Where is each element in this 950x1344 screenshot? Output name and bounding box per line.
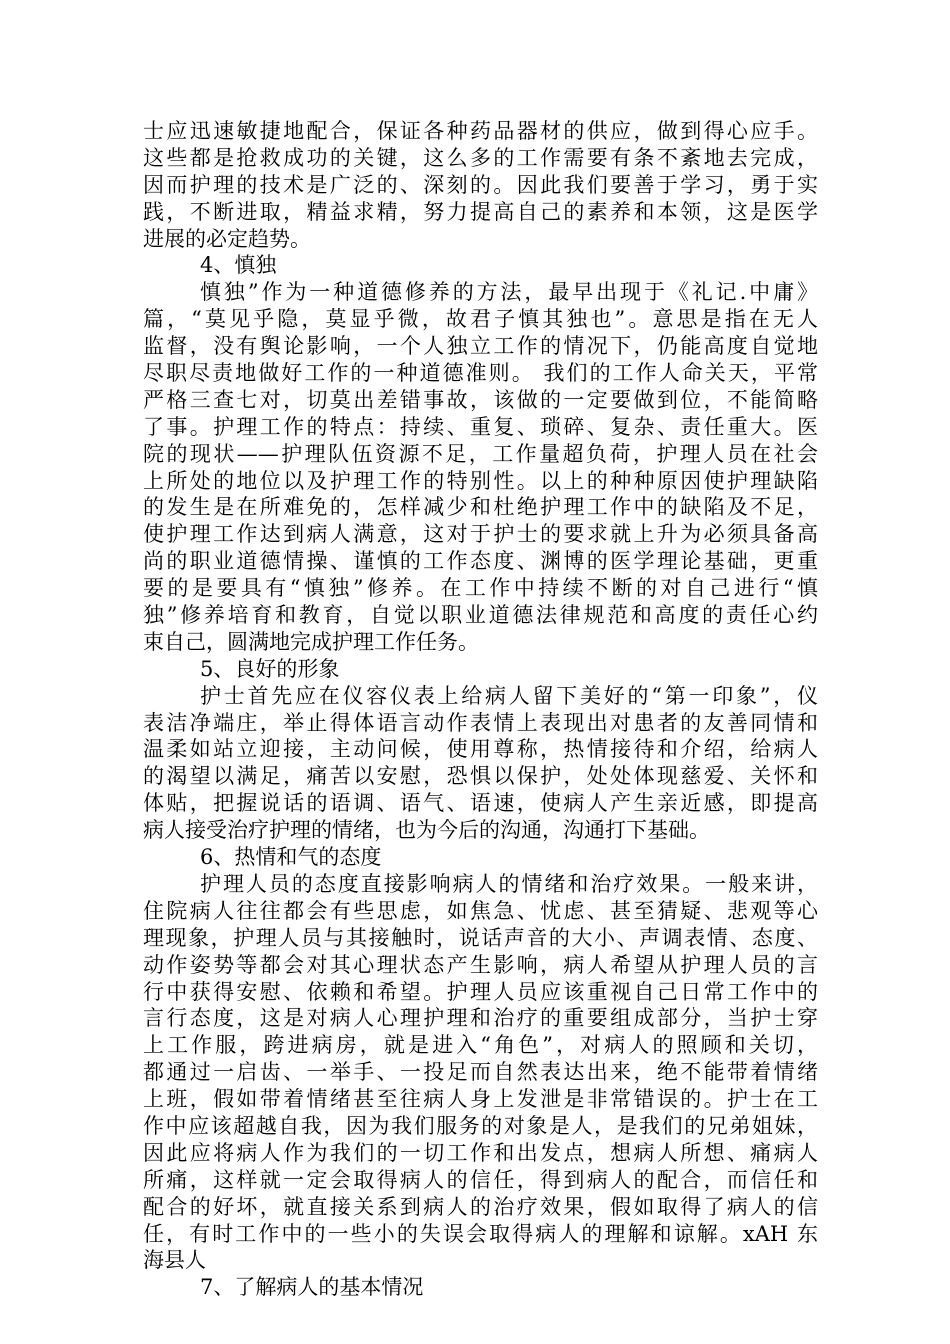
- section-heading: 5、良好的形象: [200, 656, 340, 681]
- text-line: 护士首先应在仪容仪表上给病人留下美好的“第一印象”，仪: [200, 683, 818, 708]
- text-line: 篇，“莫见乎隐，莫显乎微，故君子慎其独也”。意思是指在无人: [143, 307, 818, 332]
- text-line: 体贴，把握说话的语调、语气、语速，使病人产生亲近感，即提高: [143, 791, 818, 816]
- text-line: 独”修养培育和教育，自觉以职业道德法律规范和高度的责任心约: [143, 603, 818, 628]
- text-line: 护理人员的态度直接影响病人的情绪和治疗效果。一般来讲，: [200, 871, 818, 896]
- text-line: 都通过一启齿、一举手、一投足而自然表达出来，绝不能带着情绪: [143, 1060, 818, 1085]
- text-line: 住院病人往往都会有些思虑，如焦急、忧虑、甚至猜疑、悲观等心: [143, 898, 818, 923]
- section-heading: 4、慎独: [200, 253, 277, 278]
- text-line: 上工作服，跨进病房，就是进入“角色”，对病人的照顾和关切，: [143, 1033, 818, 1058]
- text-line: 上所处的地位以及护理工作的特别性。以上的种种原因使护理缺陷: [143, 468, 818, 493]
- text-line: 所痛，这样就一定会取得病人的信任，得到病人的配合，而信任和: [143, 1167, 818, 1192]
- text-line: 要的是要具有“慎独”修养。在工作中持续不断的对自己进行“慎: [143, 576, 818, 601]
- text-line: 动作姿势等都会对其心理状态产生影响，病人希望从护理人员的言: [143, 952, 818, 977]
- text-line: 作中应该超越自我，因为我们服务的对象是人，是我们的兄弟姐妹，: [143, 1113, 818, 1138]
- text-line: 束自己，圆满地完成护理工作任务。: [143, 629, 479, 654]
- text-line: 因而护理的技术是广泛的、深刻的。因此我们要善于学习，勇于实: [143, 172, 818, 197]
- document-body: [143, 118, 818, 1301]
- text-line: 表洁净端庄，举止得体语言动作表情上表现出对患者的友善同情和: [143, 710, 818, 735]
- text-line: 尚的职业道德情操、谨慎的工作态度、渊博的医学理论基础，更重: [143, 549, 818, 574]
- text-line: 病人接受治疗护理的情绪，也为今后的沟通，沟通打下基础。: [143, 818, 710, 843]
- text-line: 尽职尽责地做好工作的一种道德准则。 我们的工作人命关天，平常: [143, 361, 818, 386]
- text-line: 践，不断进取，精益求精，努力提高自己的素养和本领，这是医学: [143, 199, 818, 224]
- text-line: 因此应将病人作为我们的一切工作和出发点，想病人所想、痛病人: [143, 1140, 818, 1165]
- text-line: 任，有时工作中的一些小的失误会取得病人的理解和谅解。xAH 东: [143, 1221, 818, 1246]
- text-line: 温柔如站立迎接，主动问候，使用尊称，热情接待和介绍，给病人: [143, 737, 818, 762]
- text-line: 这些都是抢救成功的关键，这么多的工作需要有条不紊地去完成，: [143, 145, 818, 170]
- text-line: 行中获得安慰、依赖和希望。护理人员应该重视自己日常工作中的: [143, 979, 818, 1004]
- text-line: 言行态度，这是对病人心理护理和治疗的重要组成部分，当护士穿: [143, 1006, 818, 1031]
- text-line: 理现象，护理人员与其接触时，说话声音的大小、声调表情、态度、: [143, 925, 818, 950]
- text-line: 的渴望以满足，痛苦以安慰，恐惧以保护，处处体现慈爱、关怀和: [143, 764, 818, 789]
- text-line: 了事。护理工作的特点：持续、重复、琐碎、复杂、责任重大。医: [143, 414, 818, 439]
- text-line: 士应迅速敏捷地配合，保证各种药品器材的供应，做到得心应手。: [143, 119, 818, 143]
- text-line: 的发生是在所难免的，怎样减少和杜绝护理工作中的缺陷及不足，: [143, 495, 818, 520]
- text-line: 严格三查七对，切莫出差错事故，该做的一定要做到位，不能简略: [143, 387, 818, 412]
- text-line: 慎独”作为一种道德修养的方法，最早出现于《礼记.中庸》: [200, 280, 818, 305]
- text-line: 海县人: [143, 1248, 206, 1273]
- section-heading: 6、热情和气的态度: [200, 845, 382, 870]
- text-line: 上班，假如带着情绪甚至往病人身上发泄是非常错误的。护士在工: [143, 1087, 818, 1112]
- text-line: 进展的必定趋势。: [143, 226, 311, 251]
- text-line: 使护理工作达到病人满意，这对于护士的要求就上升为必须具备高: [143, 522, 818, 547]
- text-line: 监督，没有舆论影响，一个人独立工作的情况下，仍能高度自觉地: [143, 334, 818, 359]
- text-line: 配合的好坏，就直接关系到病人的治疗效果，假如取得了病人的信: [143, 1194, 818, 1219]
- section-heading: 7、了解病人的基本情况: [200, 1275, 424, 1300]
- text-line: 院的现状——护理队伍资源不足，工作量超负荷，护理人员在社会: [143, 441, 818, 466]
